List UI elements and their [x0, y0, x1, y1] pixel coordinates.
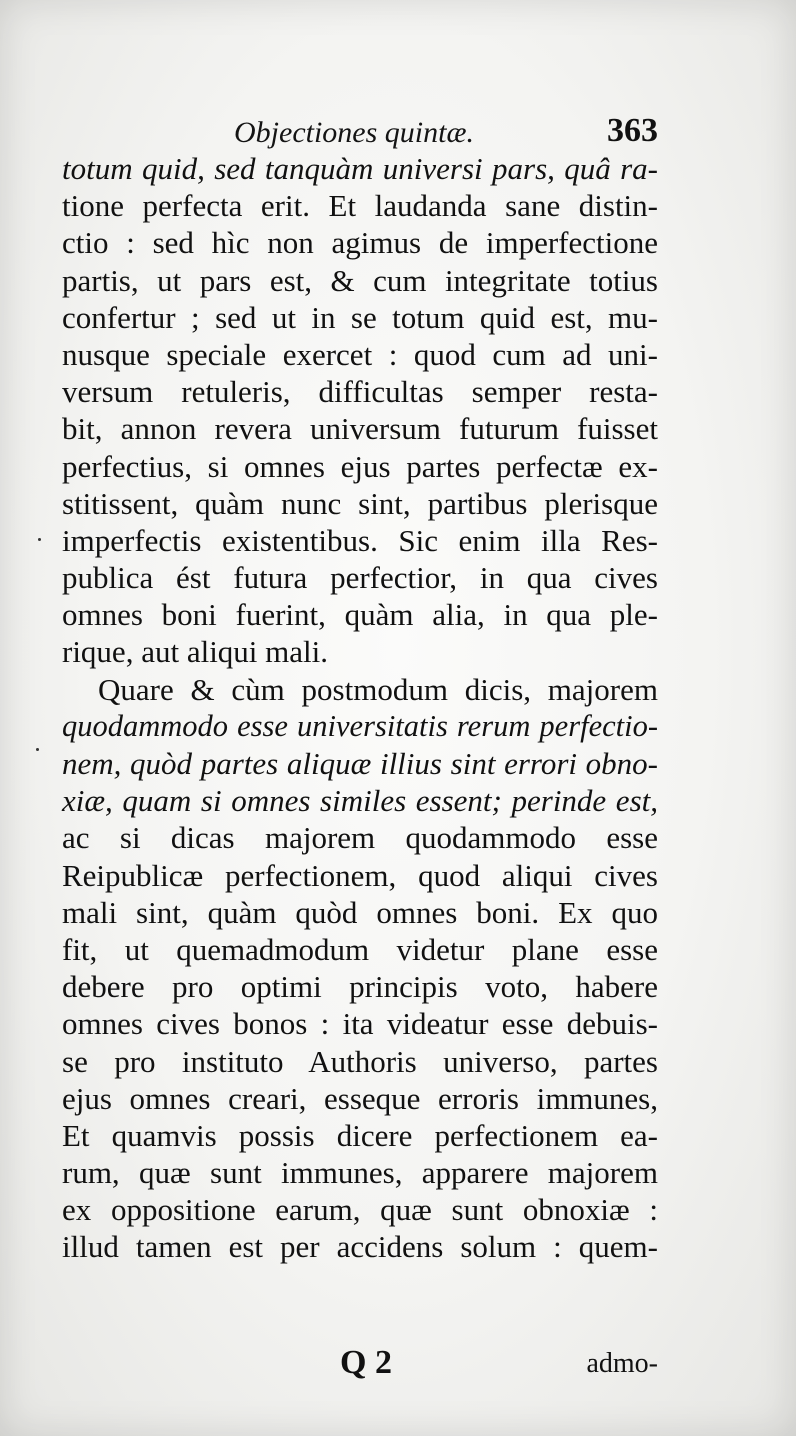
- text-line: ac si dicas majorem quodammodo esse: [62, 820, 658, 856]
- running-title: Objectiones quintæ.: [234, 116, 474, 149]
- text-line: omnes boni fuerint, quàm alia, in qua ple-: [62, 597, 658, 633]
- text-line: nem, quòd partes aliquæ illius sint errori obno-: [62, 746, 658, 781]
- text-line: mali sint, quàm quòd omnes boni. Ex quo: [62, 894, 658, 930]
- catchword: admo-: [586, 1348, 658, 1379]
- text-line: rum, quæ sunt immunes, apparere majorem: [62, 1155, 658, 1191]
- text-line: se pro instituto Authoris universo, partes: [62, 1043, 658, 1079]
- text-line: totum quid, sed tanquàm universi pars, quâ ra-: [62, 151, 658, 186]
- text-line: confertur ; sed ut in se totum quid est, mu-: [62, 299, 658, 335]
- paragraph-first-line: Quare & cùm postmodum dicis, majorem: [98, 671, 658, 707]
- text-line: perfectius, si omnes ejus partes perfectæ ex-: [62, 448, 658, 484]
- text-line: xiæ, quam si omnes similes essent; perinde est,: [62, 783, 658, 819]
- page-number: 363: [607, 112, 658, 149]
- text-line: ctio : sed hìc non agimus de imperfectione: [62, 225, 658, 261]
- text-line: rique, aut aliqui mali.: [62, 634, 329, 670]
- text-line: fit, ut quemadmodum videtur plane esse: [62, 931, 658, 967]
- text-line: stitissent, quàm nunc sint, partibus plerisque: [62, 485, 658, 521]
- page-footer: [62, 1344, 658, 1384]
- text-line: illud tamen est per accidens solum : quem-: [62, 1229, 658, 1265]
- ink-speck: [36, 748, 39, 751]
- text-line: nusque speciale exercet : quod cum ad uni-: [62, 336, 658, 372]
- text-line: debere pro optimi principis voto, habere: [62, 969, 658, 1005]
- text-line: Reipublicæ perfectionem, quod aliqui cives: [62, 857, 658, 893]
- text-line: versum retuleris, difficultas semper resta-: [62, 374, 658, 410]
- text-line: bit, annon revera universum futurum fuisset: [62, 411, 658, 447]
- text-line: imperfectis existentibus. Sic enim illa Res-: [62, 522, 658, 558]
- text-line: quodammodo esse universitatis rerum perfectio-: [62, 708, 658, 743]
- signature-mark: Q 2: [340, 1344, 392, 1381]
- text-line: Et quamvis possis dicere perfectionem ea-: [62, 1117, 658, 1153]
- text-line: ex oppositione earum, quæ sunt obnoxiæ :: [62, 1192, 658, 1228]
- text-line: tione perfecta erit. Et laudanda sane distin-: [62, 188, 658, 224]
- page-header: [62, 112, 658, 154]
- text-line: omnes cives bonos : ita videatur esse debuis-: [62, 1006, 658, 1042]
- text-line: partis, ut pars est, & cum integritate totius: [62, 262, 658, 298]
- body-text: [62, 150, 658, 1266]
- text-line: publica ést futura perfectior, in qua cives: [62, 560, 658, 596]
- text-line: ejus omnes creari, esseque erroris immunes,: [62, 1080, 658, 1116]
- ink-speck: [38, 538, 41, 541]
